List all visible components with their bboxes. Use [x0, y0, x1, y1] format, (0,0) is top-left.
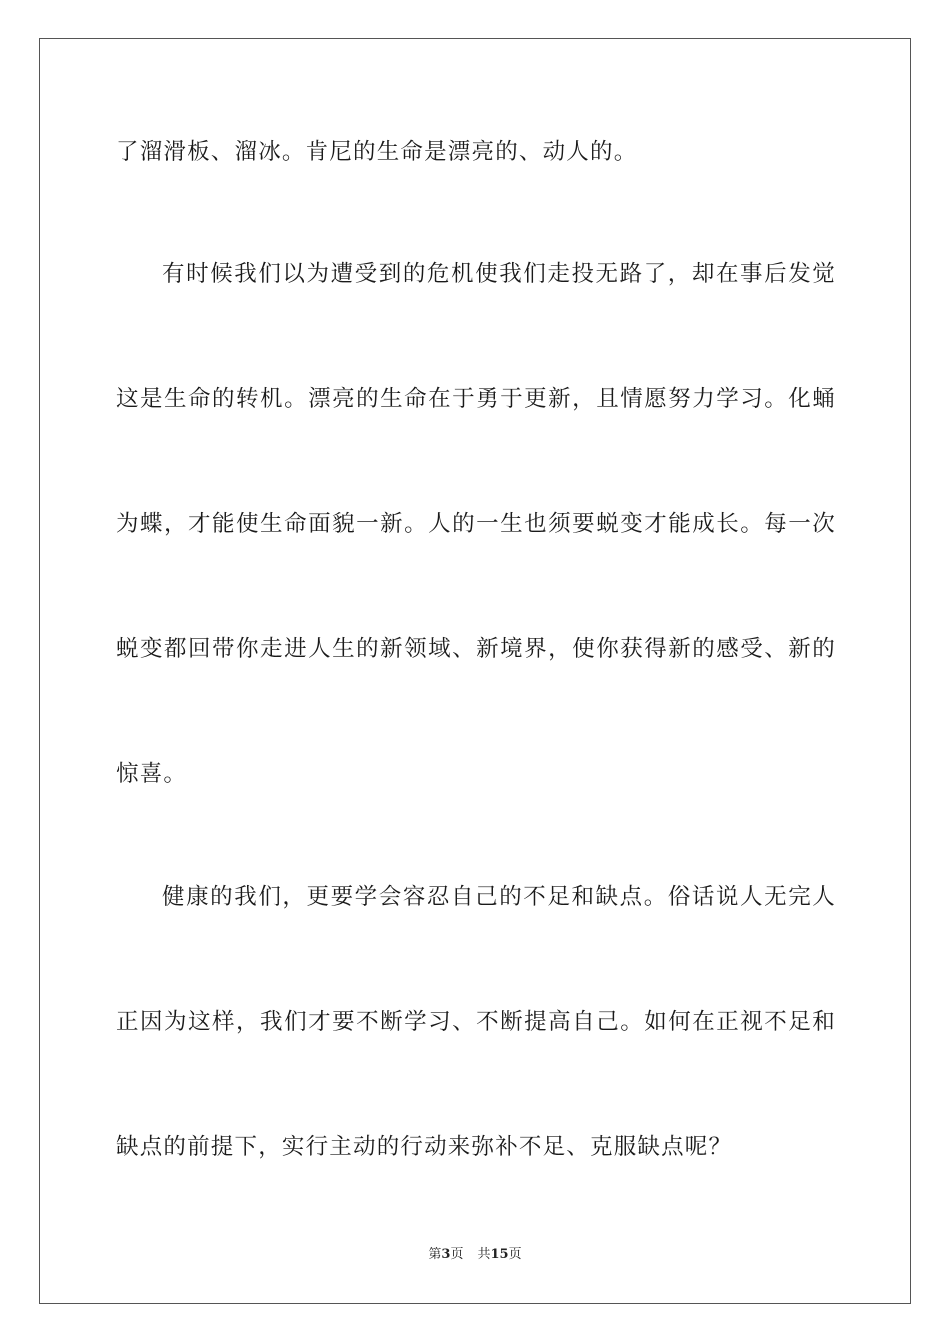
page-number: 3	[441, 1247, 451, 1262]
total-suffix: 页	[508, 1247, 522, 1262]
page-border	[39, 38, 911, 1304]
text-line: 缺点的前提下，实行主动的行动来弥补不足、克服缺点呢？	[116, 1134, 733, 1160]
paragraph-first-line: 健康的我们，更要学会容忍自己的不足和缺点。俗话说人无完人	[162, 884, 836, 910]
text-line: 正因为这样，我们才要不断学习、不断提高自己。如何在正视不足和	[116, 1009, 836, 1035]
text-line: 惊喜。	[116, 761, 188, 787]
paragraph-first-line: 有时候我们以为遭受到的危机使我们走投无路了，却在事后发觉	[162, 261, 836, 287]
text-line: 了溜滑板、溜冰。肯尼的生命是漂亮的、动人的。	[116, 139, 638, 165]
text-line: 为蝶，才能使生命面貌一新。人的一生也须要蜕变才能成长。每一次	[116, 511, 836, 537]
page-suffix: 页	[450, 1247, 464, 1262]
page-prefix: 第	[428, 1247, 442, 1262]
total-pages: 15	[490, 1247, 509, 1262]
text-line: 这是生命的转机。漂亮的生命在于勇于更新，且情愿努力学习。化蛹	[116, 386, 836, 412]
total-prefix: 共	[477, 1247, 491, 1262]
text-line: 蜕变都回带你走进人生的新领域、新境界，使你获得新的感受、新的	[116, 636, 836, 662]
page-footer	[0, 1246, 950, 1264]
